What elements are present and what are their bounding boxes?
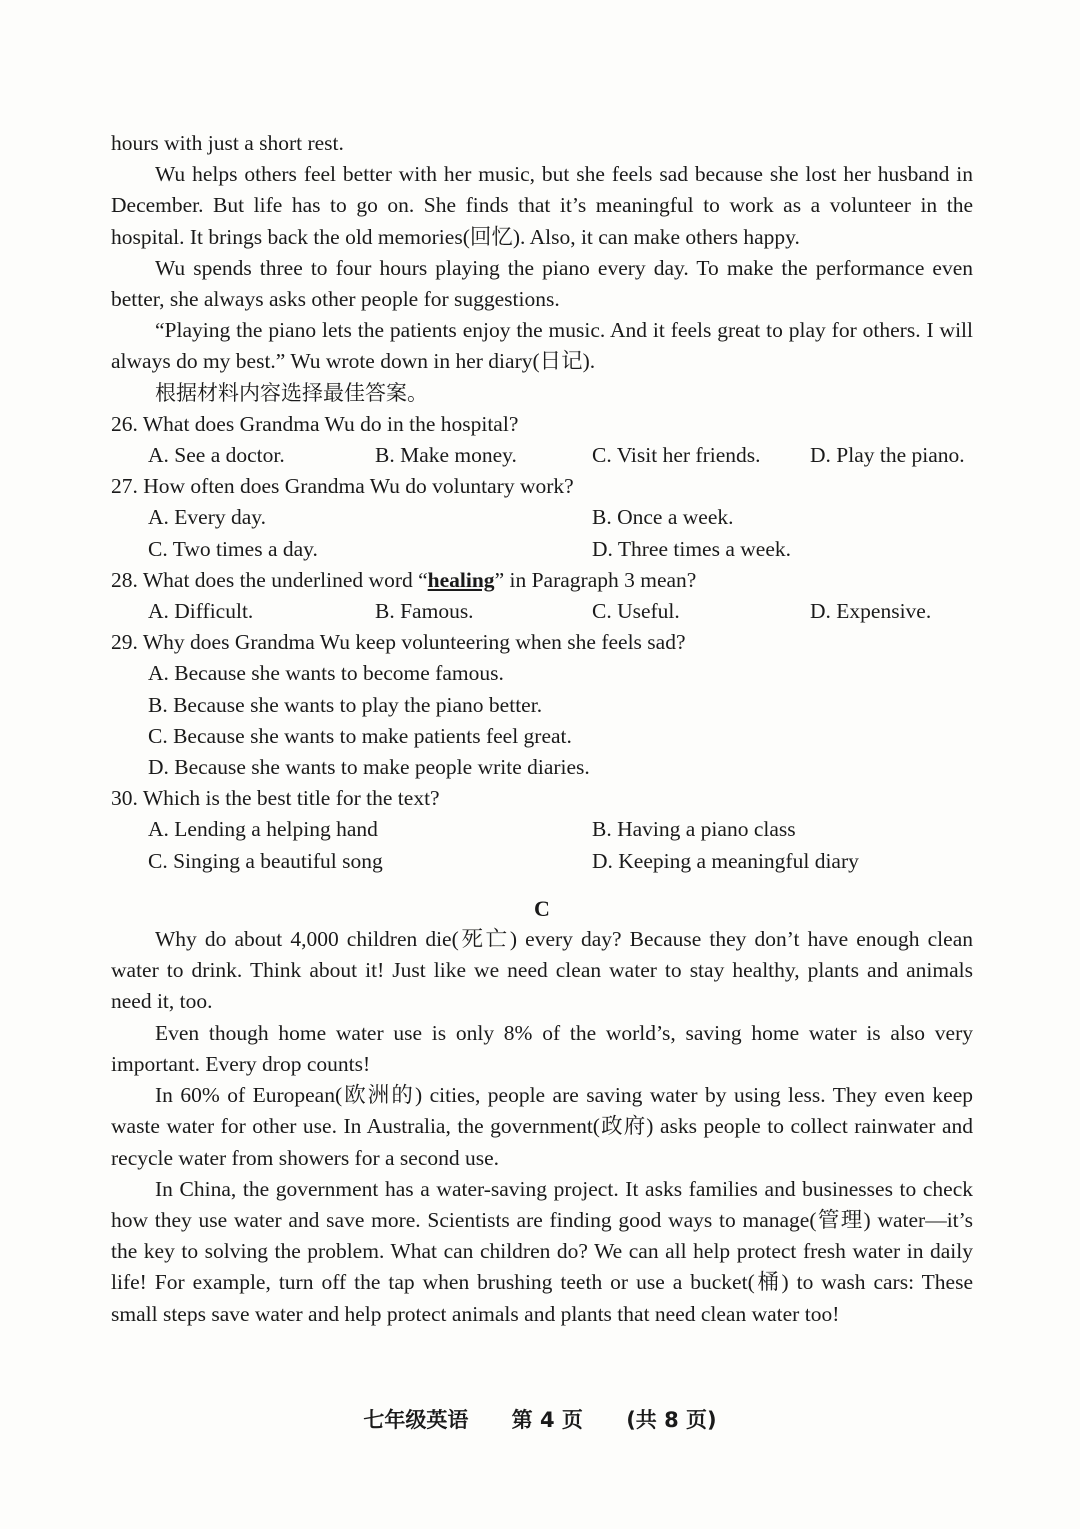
question-options	[111, 658, 973, 783]
option: C. Two times a day.	[148, 536, 318, 561]
passage-c-paragraph: In 60% of European(欧洲的) cities, people are saving water by using less. They even keep waste water for other use. In Australia, the government(政府) asks people to collect rainwater and recycle water from showers for a second use.	[111, 1083, 973, 1170]
question-options	[111, 440, 973, 471]
option: B. Famous.	[375, 599, 474, 624]
option: B. Make money.	[375, 443, 517, 468]
stem-text: 28. What does the underlined word “	[111, 567, 428, 592]
option: B. Because she wants to play the piano better.	[148, 692, 543, 717]
question-stem: 29. Why does Grandma Wu keep volunteering when she feels sad?	[111, 630, 686, 655]
option: D. Because she wants to make people write diaries.	[148, 755, 590, 780]
option: B. Having a piano class	[592, 817, 796, 842]
passage-b-paragraph: “Playing the piano lets the patients enjoy the music. And it feels great to play for others. I will always do my best.” Wu wrote down in her diary(日记).	[111, 318, 973, 374]
option: D. Keeping a meaningful diary	[592, 848, 859, 873]
question-options	[111, 814, 973, 876]
passage-continuation: hours with just a short rest.	[111, 131, 344, 155]
question-options	[111, 596, 973, 627]
option: D. Play the piano.	[810, 443, 965, 468]
passage-b-paragraph: Wu spends three to four hours playing the piano every day. To make the performance even better, she always asks other people for suggestions.	[111, 255, 973, 312]
passage-c-paragraph: In China, the government has a water-saving project. It asks families and businesses to check how they use water and save more. Scientists are finding good ways to manage(管理) water—it’s the key to solving the problem. What can children do? We can all help protect fresh water in daily life! For example, turn off the tap when brushing teeth or use a bucket(桶) to wash cars: These small steps save water and help protect animals and plants that need clean water too!	[111, 1176, 973, 1326]
section-title: C	[534, 895, 550, 921]
option: C. Singing a beautiful song	[148, 848, 383, 873]
option: D. Three times a week.	[592, 536, 792, 561]
option: A. Lending a helping hand	[148, 817, 378, 842]
underlined-word: healing	[427, 567, 495, 592]
option: A. Because she wants to become famous.	[148, 661, 504, 686]
page-footer	[0, 1404, 1080, 1434]
footer-subject: 七年级英语	[363, 1408, 469, 1432]
stem-text: ” in Paragraph 3 mean?	[494, 567, 697, 592]
question-stem: 26. What does Grandma Wu do in the hospital?	[111, 411, 519, 436]
exam-page	[111, 128, 973, 1330]
option: A. Difficult.	[148, 599, 254, 624]
question-stem: 30. Which is the best title for the text?	[111, 786, 440, 811]
question-stem	[111, 565, 973, 596]
option: C. Visit her friends.	[592, 443, 761, 468]
option: B. Once a week.	[592, 505, 734, 530]
instruction: 根据材料内容选择最佳答案。	[155, 380, 428, 405]
option: C. Because she wants to make patients feel great.	[148, 723, 572, 748]
question-stem: 27. How often does Grandma Wu do voluntary work?	[111, 474, 574, 499]
passage-c-paragraph: Even though home water use is only 8% of the world’s, saving home water is also very important. Every drop counts!	[111, 1020, 973, 1076]
footer-page: 第 4 页	[511, 1408, 583, 1432]
option: D. Expensive.	[810, 599, 932, 624]
option: A. Every day.	[148, 505, 267, 530]
passage-c-paragraph: Why do about 4,000 children die(死亡) every day? Because they don’t have enough clean water to drink. Think about it! Just like we need clean water to stay healthy, plants and animals need it, too.	[111, 927, 973, 1014]
footer-total: (共 8 页)	[626, 1408, 717, 1432]
question-options	[111, 502, 973, 564]
passage-b-paragraph: Wu helps others feel better with her music, but she feels sad because she lost her husband in December. But life has to go on. She finds that it’s meaningful to work as a volunteer in the hospital. It brings back the old memories(回忆). Also, it can make others happy.	[111, 162, 973, 249]
option: C. Useful.	[592, 599, 680, 624]
option: A. See a doctor.	[148, 443, 285, 468]
